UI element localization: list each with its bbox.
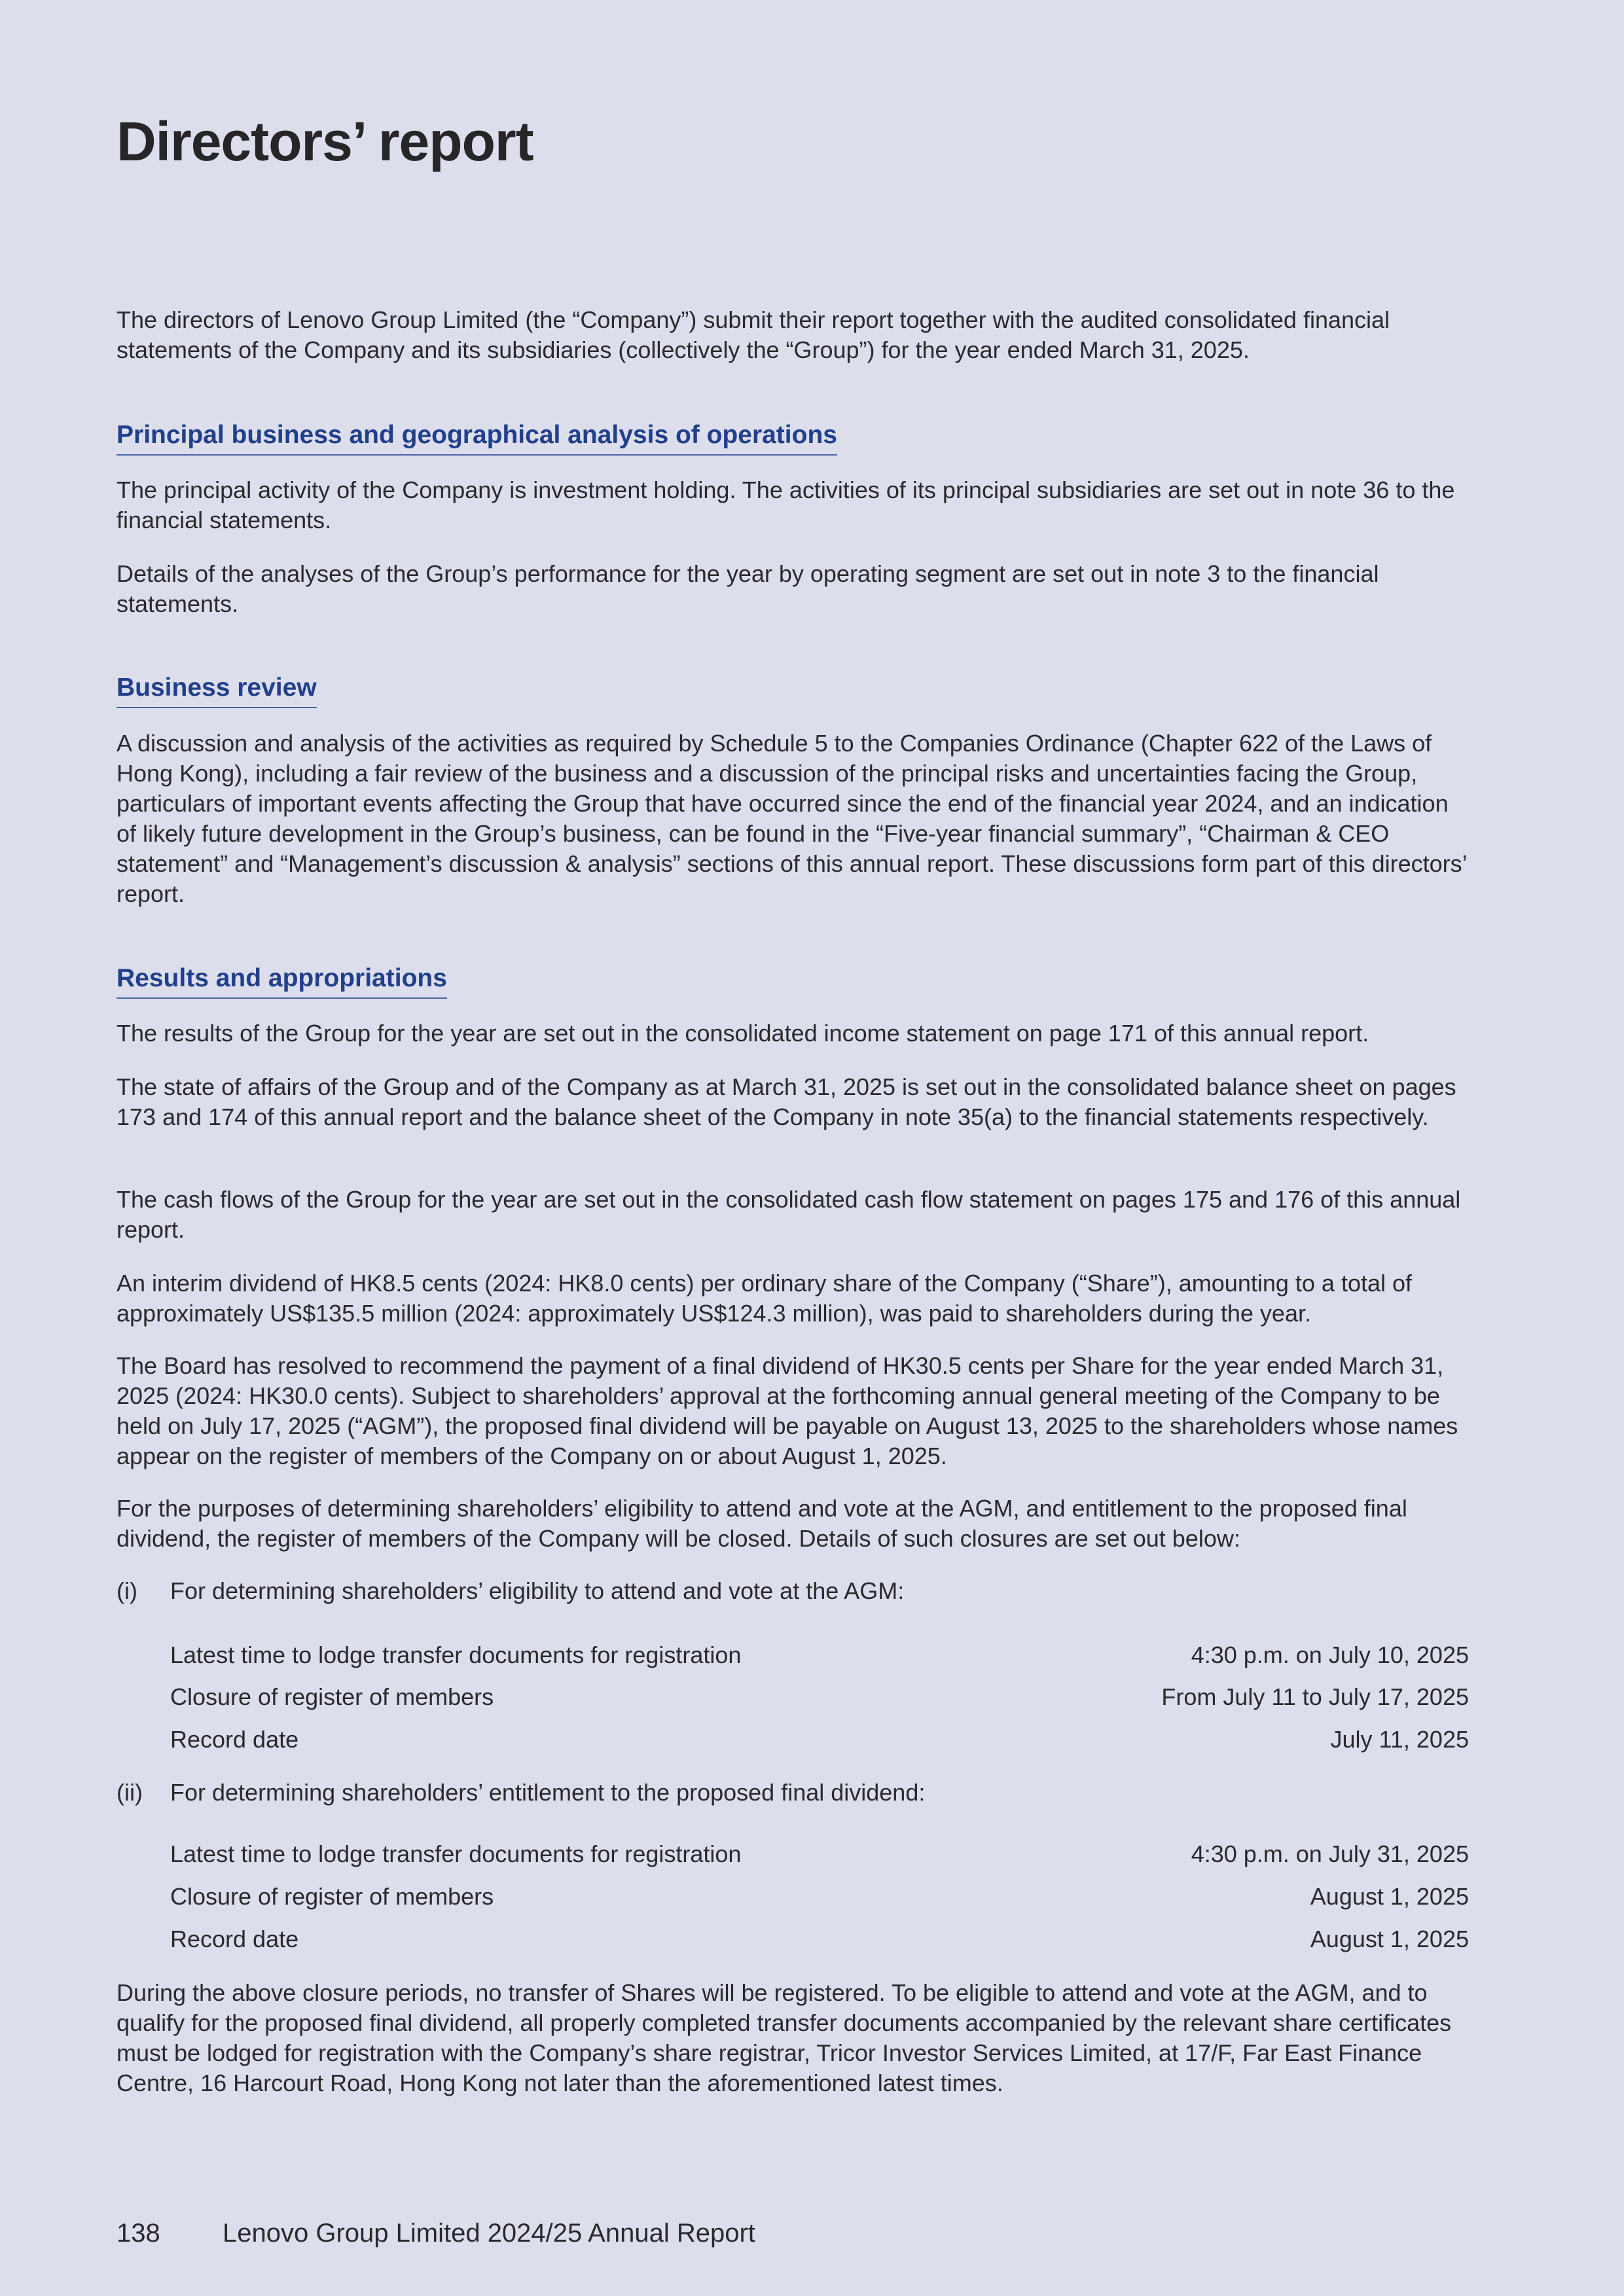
intro-paragraph	[117, 305, 1471, 365]
intro-text: The directors of Lenovo Group Limited (the “Company”) submit their report together with the audited consolidated financial statements of the Company and its subsidiaries (collectively the “Group”) for the year ended March 31, 2025.	[117, 306, 1390, 363]
row-value: 4:30 p.m. on July 31, 2025	[1191, 1840, 1469, 1867]
publication-name: Lenovo Group Limited 2024/25 Annual Report	[223, 2219, 755, 2248]
closure-row	[170, 1839, 1469, 1869]
section-results-heading	[117, 962, 1471, 999]
page-title: Directors’ report	[117, 111, 533, 172]
paragraph: For the purposes of determining shareholders’ eligibility to attend and vote at the AGM, and entitlement to the proposed final dividend, the register of members of the Company will be closed. Details of such closures are set out below:	[117, 1495, 1407, 1552]
paragraph: The principal activity of the Company is investment holding. The activities of its principal subsidiaries are set out in note 36 to the financial statements.	[117, 476, 1455, 533]
results-p7	[117, 1978, 1471, 2098]
row-value: 4:30 p.m. on July 10, 2025	[1191, 1641, 1469, 1668]
page-footer	[117, 2219, 755, 2248]
paragraph: The Board has resolved to recommend the payment of a final dividend of HK30.5 cents per Share for the year ended March 31, 2025 (2024: HK30.0 cents). Subject to shareholders’ approval at the forthcoming annual general meeting of the Company to be held on July 17, 2025 (“AGM”), the proposed final dividend will be payable on August 13, 2025 to the shareholders whose names appear on the register of members of the Company on or about August 1, 2025.	[117, 1352, 1458, 1469]
closure-row	[170, 1640, 1469, 1670]
section-principal-heading	[117, 419, 1471, 456]
results-p2	[117, 1072, 1471, 1132]
item-number: (i)	[117, 1577, 137, 1604]
row-label: Closure of register of members	[170, 1883, 494, 1910]
results-p4	[117, 1268, 1471, 1329]
row-label: Latest time to lodge transfer documents for registration	[170, 1641, 742, 1668]
closure-row	[170, 1882, 1469, 1912]
paragraph: Details of the analyses of the Group’s performance for the year by operating segment are set out in note 3 to the financial statements.	[117, 560, 1379, 617]
section-heading: Results and appropriations	[117, 962, 447, 999]
row-label: Record date	[170, 1726, 299, 1753]
row-value: From July 11 to July 17, 2025	[1161, 1683, 1469, 1710]
principal-p2	[117, 559, 1471, 619]
item-number: (ii)	[117, 1779, 143, 1806]
closure-row	[170, 1924, 1469, 1954]
results-p1	[117, 1018, 1471, 1049]
paragraph: The state of affairs of the Group and of the Company as at March 31, 2025 is set out in the consolidated balance sheet on pages 173 and 174 of this annual report and the balance sheet of the Company in note 35(a) to the financial statements respectively.	[117, 1073, 1456, 1130]
row-label: Record date	[170, 1926, 299, 1952]
paragraph: During the above closure periods, no transfer of Shares will be registered. To be eligible to attend and vote at the AGM, and to qualify for the proposed final dividend, all properly completed transfer documents accompanied by the relevant share certificates must be lodged for registration with the Company’s share registrar, Tricor Investor Services Limited, at 17/F, Far East Finance Centre, 16 Harcourt Road, Hong Kong not later than the aforementioned latest times.	[117, 1979, 1452, 2096]
row-value: August 1, 2025	[1310, 1883, 1469, 1910]
item-label: For determining shareholders’ entitlement to the proposed final dividend:	[170, 1779, 926, 1806]
business-p1	[117, 728, 1471, 909]
row-value: July 11, 2025	[1330, 1726, 1469, 1753]
row-label: Latest time to lodge transfer documents for registration	[170, 1840, 742, 1867]
closure-item-ii	[117, 1778, 925, 1808]
results-p6	[117, 1494, 1471, 1554]
row-label: Closure of register of members	[170, 1683, 494, 1710]
item-label: For determining shareholders’ eligibility to attend and vote at the AGM:	[170, 1577, 905, 1604]
section-heading: Business review	[117, 672, 317, 708]
page-number: 138	[117, 2219, 160, 2248]
results-p3	[117, 1185, 1471, 1245]
row-value: August 1, 2025	[1310, 1926, 1469, 1952]
results-p5	[117, 1351, 1471, 1471]
closure-row	[170, 1725, 1469, 1755]
section-business-heading	[117, 672, 1471, 708]
paragraph: A discussion and analysis of the activities as required by Schedule 5 to the Companies Ordinance (Chapter 622 of the Laws of Hong Kong), including a fair review of the business and a discussion of the principal risks and uncertainties facing the Group, particulars of important events affecting the Group that have occurred since the end of the financial year 2024, and an indication of likely future development in the Group’s business, can be found in the “Five-year financial summary”, “Chairman & CEO statement” and “Management’s discussion & analysis” sections of this annual report. These discussions form part of this directors’ report.	[117, 730, 1467, 907]
closure-item-i	[117, 1576, 904, 1606]
paragraph: An interim dividend of HK8.5 cents (2024: HK8.0 cents) per ordinary share of the Company (“Share”), amounting to a total of approximately US$135.5 million (2024: approximately US$124.3 million), was paid to shareholders during the year.	[117, 1270, 1413, 1327]
paragraph: The cash flows of the Group for the year are set out in the consolidated cash flow statement on pages 175 and 176 of this annual report.	[117, 1186, 1461, 1243]
section-heading: Principal business and geographical analysis of operations	[117, 419, 837, 456]
paragraph: The results of the Group for the year are set out in the consolidated income statement on page 171 of this annual report.	[117, 1020, 1369, 1047]
principal-p1	[117, 475, 1471, 535]
closure-row	[170, 1682, 1469, 1712]
